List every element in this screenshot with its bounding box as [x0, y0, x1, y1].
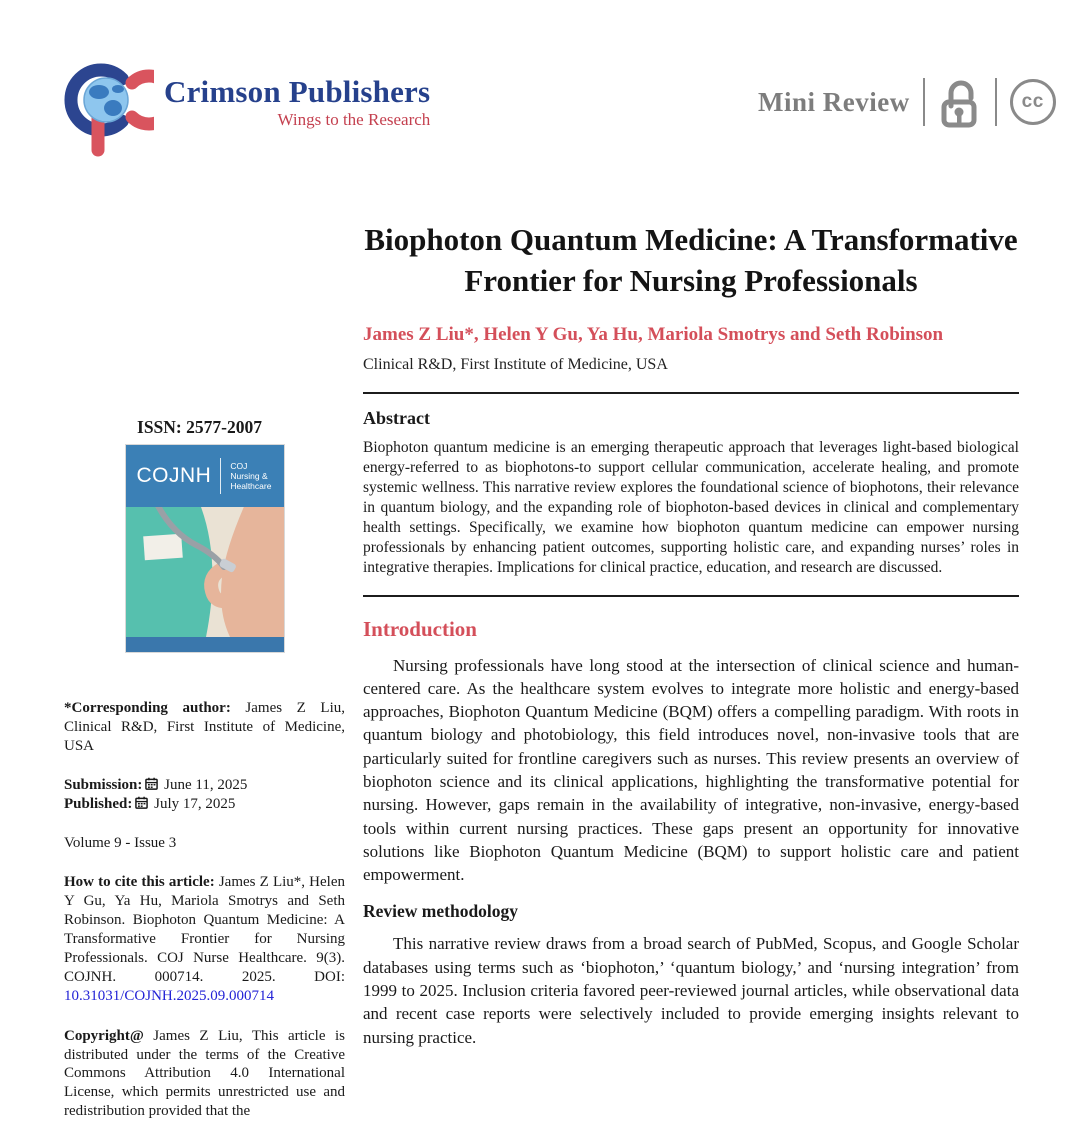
- article-type-label: Mini Review: [758, 86, 910, 117]
- cover-footer-bar: [126, 637, 284, 652]
- introduction-heading: Introduction: [363, 616, 477, 641]
- author-list: James Z Liu*, Helen Y Gu, Ya Hu, Mariola Smotrys and Seth Robinson: [363, 324, 944, 346]
- affiliation: Clinical R&D, First Institute of Medicine, USA: [363, 356, 668, 374]
- section-rule: [363, 595, 1019, 597]
- article-info-sidebar: [64, 416, 345, 1121]
- article-body: [363, 219, 1019, 1049]
- header-divider: [995, 78, 997, 126]
- journal-name: COJ Nursing & Healthcare: [230, 460, 272, 492]
- how-to-cite: How to cite this article: James Z Liu*, Helen Y Gu, Ya Hu, Mariola Smotrys and Seth Robinson. Biophoton Quantum Medicine: A Transformative Frontier for Nursing Professionals. COJ Nurse Healthcare. 9(3). COJNH. 000714. 2025. DOI: 10.31031/COJNH.2025.09.000714: [64, 874, 345, 1004]
- submission-date: Submission: June 11, 2025: [64, 776, 248, 793]
- calendar-icon: [145, 777, 158, 790]
- journal-cover: [126, 445, 284, 652]
- introduction-text: Nursing professionals have long stood at the intersection of clinical science and human-centered care. As the healthcare system evolves to integrate more holistic and energy-based approaches, Biophoton Quantum Medicine (BQM) offers a compelling paradigm. With roots in quantum biology and photobiology, this field introduces novel, non-invasive tools that are particularly suited for frontline caregivers such as nurses. This review presents an overview of biophoton science and its clinical applications, highlighting the transformative potential for nursing. However, gaps remain in the availability of integrative, non-invasive, energy-based tools within current nursing practices. These gaps present an opportunity for innovative solutions like Biophoton Quantum Medicine (BQM) to support holistic care and patient empowerment.: [363, 655, 1019, 885]
- corresponding-author: *Corresponding author: James Z Liu, Clinical R&D, First Institute of Medicine, USA: [64, 700, 345, 754]
- copyright-notice: Copyright@ James Z Liu, This article is distributed under the terms of the Creative Commons Attribution 4.0 International License, which permits unrestricted use and redistribution provided that the: [64, 1027, 345, 1120]
- doi-link[interactable]: 10.31031/COJNH.2025.09.000714: [64, 987, 275, 1004]
- article-title: Biophoton Quantum Medicine: A Transformative Frontier for Nursing Professionals: [364, 222, 1018, 299]
- published-date: Published: July 17, 2025: [64, 795, 236, 812]
- crimson-publishers-logo-icon: [62, 58, 154, 158]
- abstract-heading: Abstract: [363, 408, 430, 429]
- review-methodology-text: This narrative review draws from a broad search of PubMed, Scopus, and Google Scholar databases using terms such as ‘biophoton,’ ‘quantum biology,’ and ‘nursing integration’ from 1999 to 2025. Inclusion criteria favored peer-reviewed journal articles, while observational data and recent case reports were selectively included to provide emerging insights relevant to nursing practice.: [363, 934, 1019, 1047]
- calendar-icon: [135, 796, 148, 809]
- journal-abbreviation: COJNH: [136, 463, 212, 487]
- publisher-name: Crimson Publishers: [164, 74, 431, 109]
- header-divider: [923, 78, 925, 126]
- abstract-text: Biophoton quantum medicine is an emerging therapeutic approach that leverages light-based biological energy-referred to as biophotons-to support cellular communication, accelerate healing, and promote systemic wellness. This narrative review explores the foundational science of biophotons, their relevance in quantum biology, and the expanding role of biophoton-based devices in clinical and complementary health settings. Specifically, we examine how biophoton quantum medicine can empower nursing professionals by enhancing patient outcomes, supporting holistic care, and expanding nurses’ roles in integrative therapies. Implications for clinical practice, education, and research are discussed.: [363, 439, 1019, 576]
- section-rule: [363, 392, 1019, 394]
- review-methodology-heading: Review methodology: [363, 901, 519, 922]
- issn-label: ISSN: 2577-2007: [137, 417, 262, 437]
- cover-photo: [126, 507, 284, 637]
- header-right: [758, 76, 1056, 128]
- publisher-logo: [62, 58, 430, 158]
- open-access-icon: [938, 76, 982, 128]
- cover-divider: [220, 458, 221, 494]
- creative-commons-icon: cc: [1010, 79, 1056, 125]
- publisher-tagline: Wings to the Research: [277, 110, 431, 129]
- volume-issue: Volume 9 - Issue 3: [64, 834, 177, 851]
